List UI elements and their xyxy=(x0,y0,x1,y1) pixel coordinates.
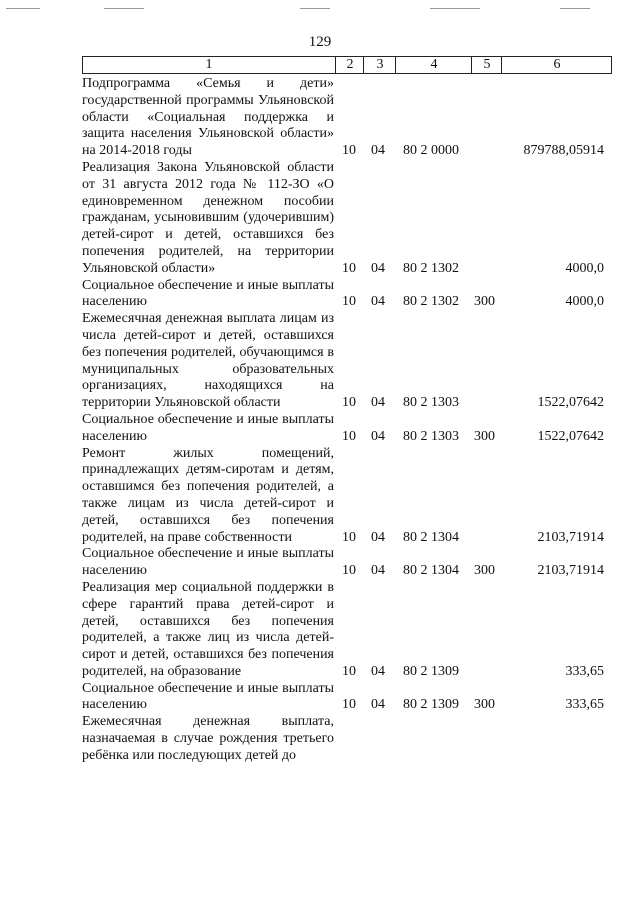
table-row xyxy=(82,546,612,580)
header-col-3: 3 xyxy=(363,57,396,73)
table-row xyxy=(82,681,612,715)
row-expense-type: 300 xyxy=(474,428,495,444)
row-section: 10 xyxy=(342,663,356,679)
header-col-4: 4 xyxy=(395,57,472,73)
row-description: Социальное обеспечение и иные выплаты населению xyxy=(82,680,334,713)
row-subsection: 04 xyxy=(371,697,385,713)
row-section: 10 xyxy=(342,294,356,310)
row-subsection: 04 xyxy=(371,143,385,159)
row-description: Реализация Закона Ульяновской области от 31 августа 2012 года № 112-ЗО «О единовременном денежном пособии гражданам, усыновившим (удочерившим) детей-сирот и детей, оставшихся без попечения родителей, на территории Ульяновской области» xyxy=(82,159,334,276)
table-row xyxy=(82,412,612,446)
row-target-code: 80 2 1304 xyxy=(403,529,459,545)
table-row xyxy=(82,278,612,312)
table-row xyxy=(82,76,612,160)
row-description: Реализация мер социальной поддержки в сфере гарантий права детей-сирот и детей, оставшихся без попечения родителей, а также лиц из числа детей-сирот и детей, оставшихся без попечения родителей, на образование xyxy=(82,579,334,679)
row-section: 10 xyxy=(342,529,356,545)
row-section: 10 xyxy=(342,563,356,579)
row-subsection: 04 xyxy=(371,395,385,411)
row-description: Социальное обеспечение и иные выплаты населению xyxy=(82,546,334,579)
row-target-code: 80 2 1303 xyxy=(403,428,459,444)
table-row xyxy=(82,311,612,412)
row-target-code: 80 2 1304 xyxy=(403,563,459,579)
row-target-code: 80 2 1302 xyxy=(403,294,459,310)
row-subsection: 04 xyxy=(371,529,385,545)
row-amount: 333,65 xyxy=(565,697,604,713)
table-row xyxy=(82,160,612,278)
row-subsection: 04 xyxy=(371,260,385,276)
table-row xyxy=(82,714,612,764)
row-target-code: 80 2 1303 xyxy=(403,395,459,411)
table-row xyxy=(82,580,612,681)
row-expense-type: 300 xyxy=(474,294,495,310)
row-section: 10 xyxy=(342,428,356,444)
row-amount: 4000,0 xyxy=(565,294,604,310)
row-description: Социальное обеспечение и иные выплаты населению xyxy=(82,411,334,444)
row-amount: 2103,71914 xyxy=(537,563,604,579)
row-section: 10 xyxy=(342,260,356,276)
header-col-6: 6 xyxy=(501,57,612,73)
header-col-1: 1 xyxy=(205,57,213,72)
header-col-2: 2 xyxy=(335,57,364,73)
row-section: 10 xyxy=(342,395,356,411)
row-amount: 1522,07642 xyxy=(537,428,604,444)
row-description: Социальное обеспечение и иные выплаты населению xyxy=(82,277,334,310)
row-description: Ежемесячная денежная выплата лицам из числа детей-сирот и детей, оставшихся без попечения родителей, обучающимся в муниципальных образовательных организациях, находящихся на территории Ульяновской области xyxy=(82,311,334,411)
table-row xyxy=(82,446,612,547)
row-amount: 2103,71914 xyxy=(537,529,604,545)
row-expense-type: 300 xyxy=(474,697,495,713)
row-amount: 879788,05914 xyxy=(523,143,604,159)
row-expense-type: 300 xyxy=(474,563,495,579)
row-subsection: 04 xyxy=(371,428,385,444)
row-target-code: 80 2 1309 xyxy=(403,697,459,713)
scan-artifact-marks xyxy=(0,8,640,14)
header-col-5: 5 xyxy=(471,57,502,73)
table-header xyxy=(82,56,612,74)
row-target-code: 80 2 1309 xyxy=(403,663,459,679)
row-description: Ремонт жилых помещений, принадлежащих детям-сиротам и детям, оставшимся без попечения родителей, а также лицам из числа детей-сирот и детей, оставшихся без попечения родителей, на праве собственности xyxy=(82,445,334,545)
row-subsection: 04 xyxy=(371,563,385,579)
row-subsection: 04 xyxy=(371,294,385,310)
row-amount: 4000,0 xyxy=(565,260,604,276)
row-target-code: 80 2 1302 xyxy=(403,260,459,276)
budget-table-body xyxy=(82,76,612,765)
row-description: Подпрограмма «Семья и дети» государственной программы Ульяновской области «Социальная поддержка и защита населения Ульяновской области» на 2014-2018 годы xyxy=(82,76,334,159)
row-subsection: 04 xyxy=(371,663,385,679)
row-target-code: 80 2 0000 xyxy=(403,143,459,159)
row-description: Ежемесячная денежная выплата, назначаемая в случае рождения третьего ребёнка или последующих детей до xyxy=(82,714,334,763)
page-number: 129 xyxy=(308,34,332,50)
row-section: 10 xyxy=(342,143,356,159)
row-amount: 1522,07642 xyxy=(537,395,604,411)
row-amount: 333,65 xyxy=(565,663,604,679)
row-section: 10 xyxy=(342,697,356,713)
